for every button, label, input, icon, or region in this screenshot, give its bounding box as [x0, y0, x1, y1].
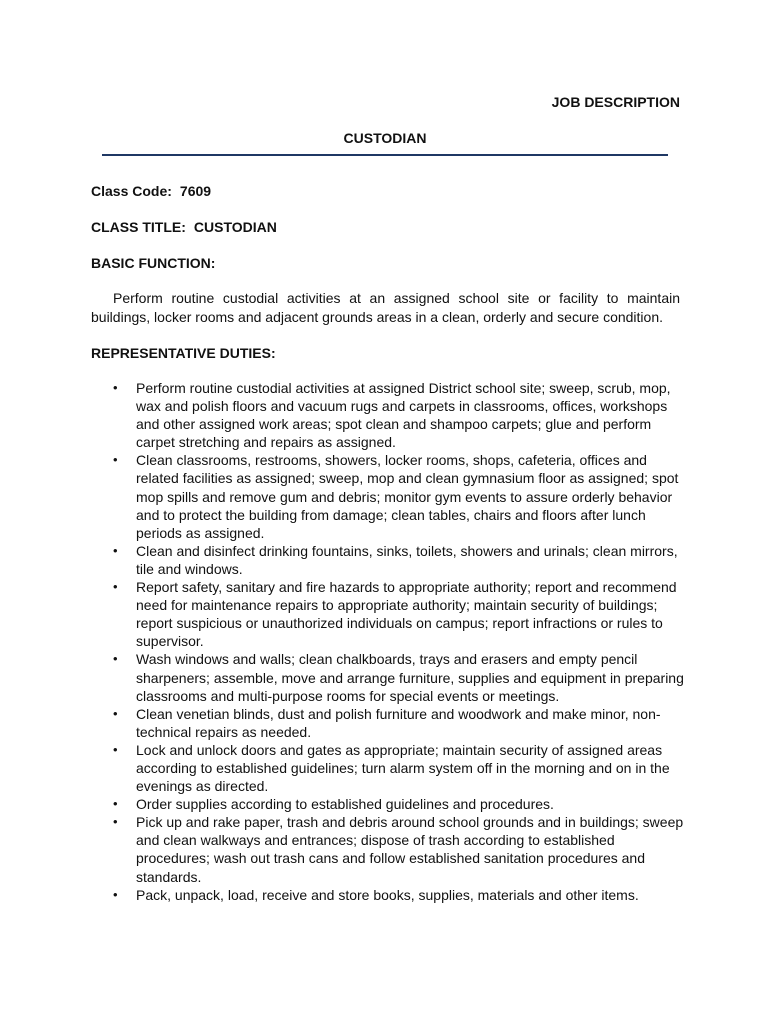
class-code-line — [91, 183, 211, 199]
list-item — [91, 650, 691, 704]
duty-text: Clean classrooms, restrooms, showers, locker rooms, shops, cafeteria, offices and related facilities as assigned; sweep, mop and clean gymnasium floor as assigned; spot mop spills and remove gum and debris; monitor gym events to assure orderly behavior and to protect the building from damage; clean tables, chairs and floors after lunch periods as assigned. — [136, 452, 679, 541]
bullet-icon: • — [113, 796, 118, 812]
list-item — [91, 542, 691, 578]
duty-text: Perform routine custodial activities at assigned District school site; sweep, scrub, mop, wax and polish floors and vacuum rugs and carpets in classrooms, offices, workshops and other assigned work areas; spot clean and shampoo carpets; glue and perform carpet stretching and repairs as assigned. — [136, 380, 671, 451]
bullet-icon: • — [113, 452, 118, 468]
list-item — [91, 886, 691, 904]
bullet-icon: • — [113, 886, 118, 902]
basic-function-text: Perform routine custodial activities at an assigned school site or facility to maintain buildings, locker rooms and adjacent grounds areas in a clean, orderly and secure condition. — [91, 290, 680, 325]
bullet-icon: • — [113, 542, 118, 558]
bullet-icon: • — [113, 380, 118, 395]
duties-list — [91, 379, 691, 904]
class-title-line — [91, 219, 277, 235]
bullet-icon: • — [113, 814, 118, 830]
bullet-icon: • — [113, 705, 118, 721]
basic-function-heading: BASIC FUNCTION: — [91, 255, 216, 271]
bullet-icon: • — [113, 651, 118, 667]
duty-text: Pick up and rake paper, trash and debris around school grounds and in buildings; sweep and clean walkways and entrances; dispose of trash according to established procedures; wash out trash cans and follow established sanitation procedures and standards. — [136, 814, 684, 885]
class-code-label: Class Code: — [91, 183, 172, 199]
duty-text: Wash windows and walls; clean chalkboards, trays and erasers and empty pencil sharpeners; assemble, move and arrange furniture, supplies and equipment in preparing classrooms and multi-purpose rooms for special events or meetings. — [136, 651, 684, 704]
list-item — [91, 705, 691, 741]
duty-text: Lock and unlock doors and gates as appropriate; maintain security of assigned areas according to established guidelines; turn alarm system off in the morning and on in the evenings as directed. — [136, 741, 670, 795]
list-item — [91, 451, 691, 541]
duty-text: Order supplies according to established guidelines and procedures. — [136, 796, 554, 813]
title-divider — [102, 154, 668, 156]
class-title-label: CLASS TITLE: — [91, 219, 186, 235]
duty-text: Clean and disinfect drinking fountains, sinks, toilets, showers and urinals; clean mirrors, tile and windows. — [136, 542, 678, 577]
representative-duties-heading: REPRESENTATIVE DUTIES: — [91, 345, 276, 361]
document-title: CUSTODIAN — [343, 130, 427, 146]
bullet-icon: • — [113, 579, 118, 595]
list-item — [91, 813, 691, 885]
document-label: JOB DESCRIPTION — [551, 94, 680, 110]
list-item — [91, 795, 691, 813]
bullet-icon: • — [113, 741, 118, 757]
list-item — [91, 379, 691, 451]
list-item — [91, 578, 691, 650]
duty-text: Report safety, sanitary and fire hazards to appropriate authority; report and recommend need for maintenance repairs to appropriate authority; maintain security of buildings; report suspicious or unauthorized individuals on campus; report infractions or rules to supervisor. — [136, 579, 677, 650]
list-item — [91, 741, 691, 795]
class-title-value: CUSTODIAN — [193, 219, 277, 235]
duty-text: Pack, unpack, load, receive and store books, supplies, materials and other items. — [136, 886, 639, 903]
class-code-value: 7609 — [179, 183, 212, 199]
duty-text: Clean venetian blinds, dust and polish furniture and woodwork and make minor, non-technical repairs as needed. — [136, 705, 661, 740]
